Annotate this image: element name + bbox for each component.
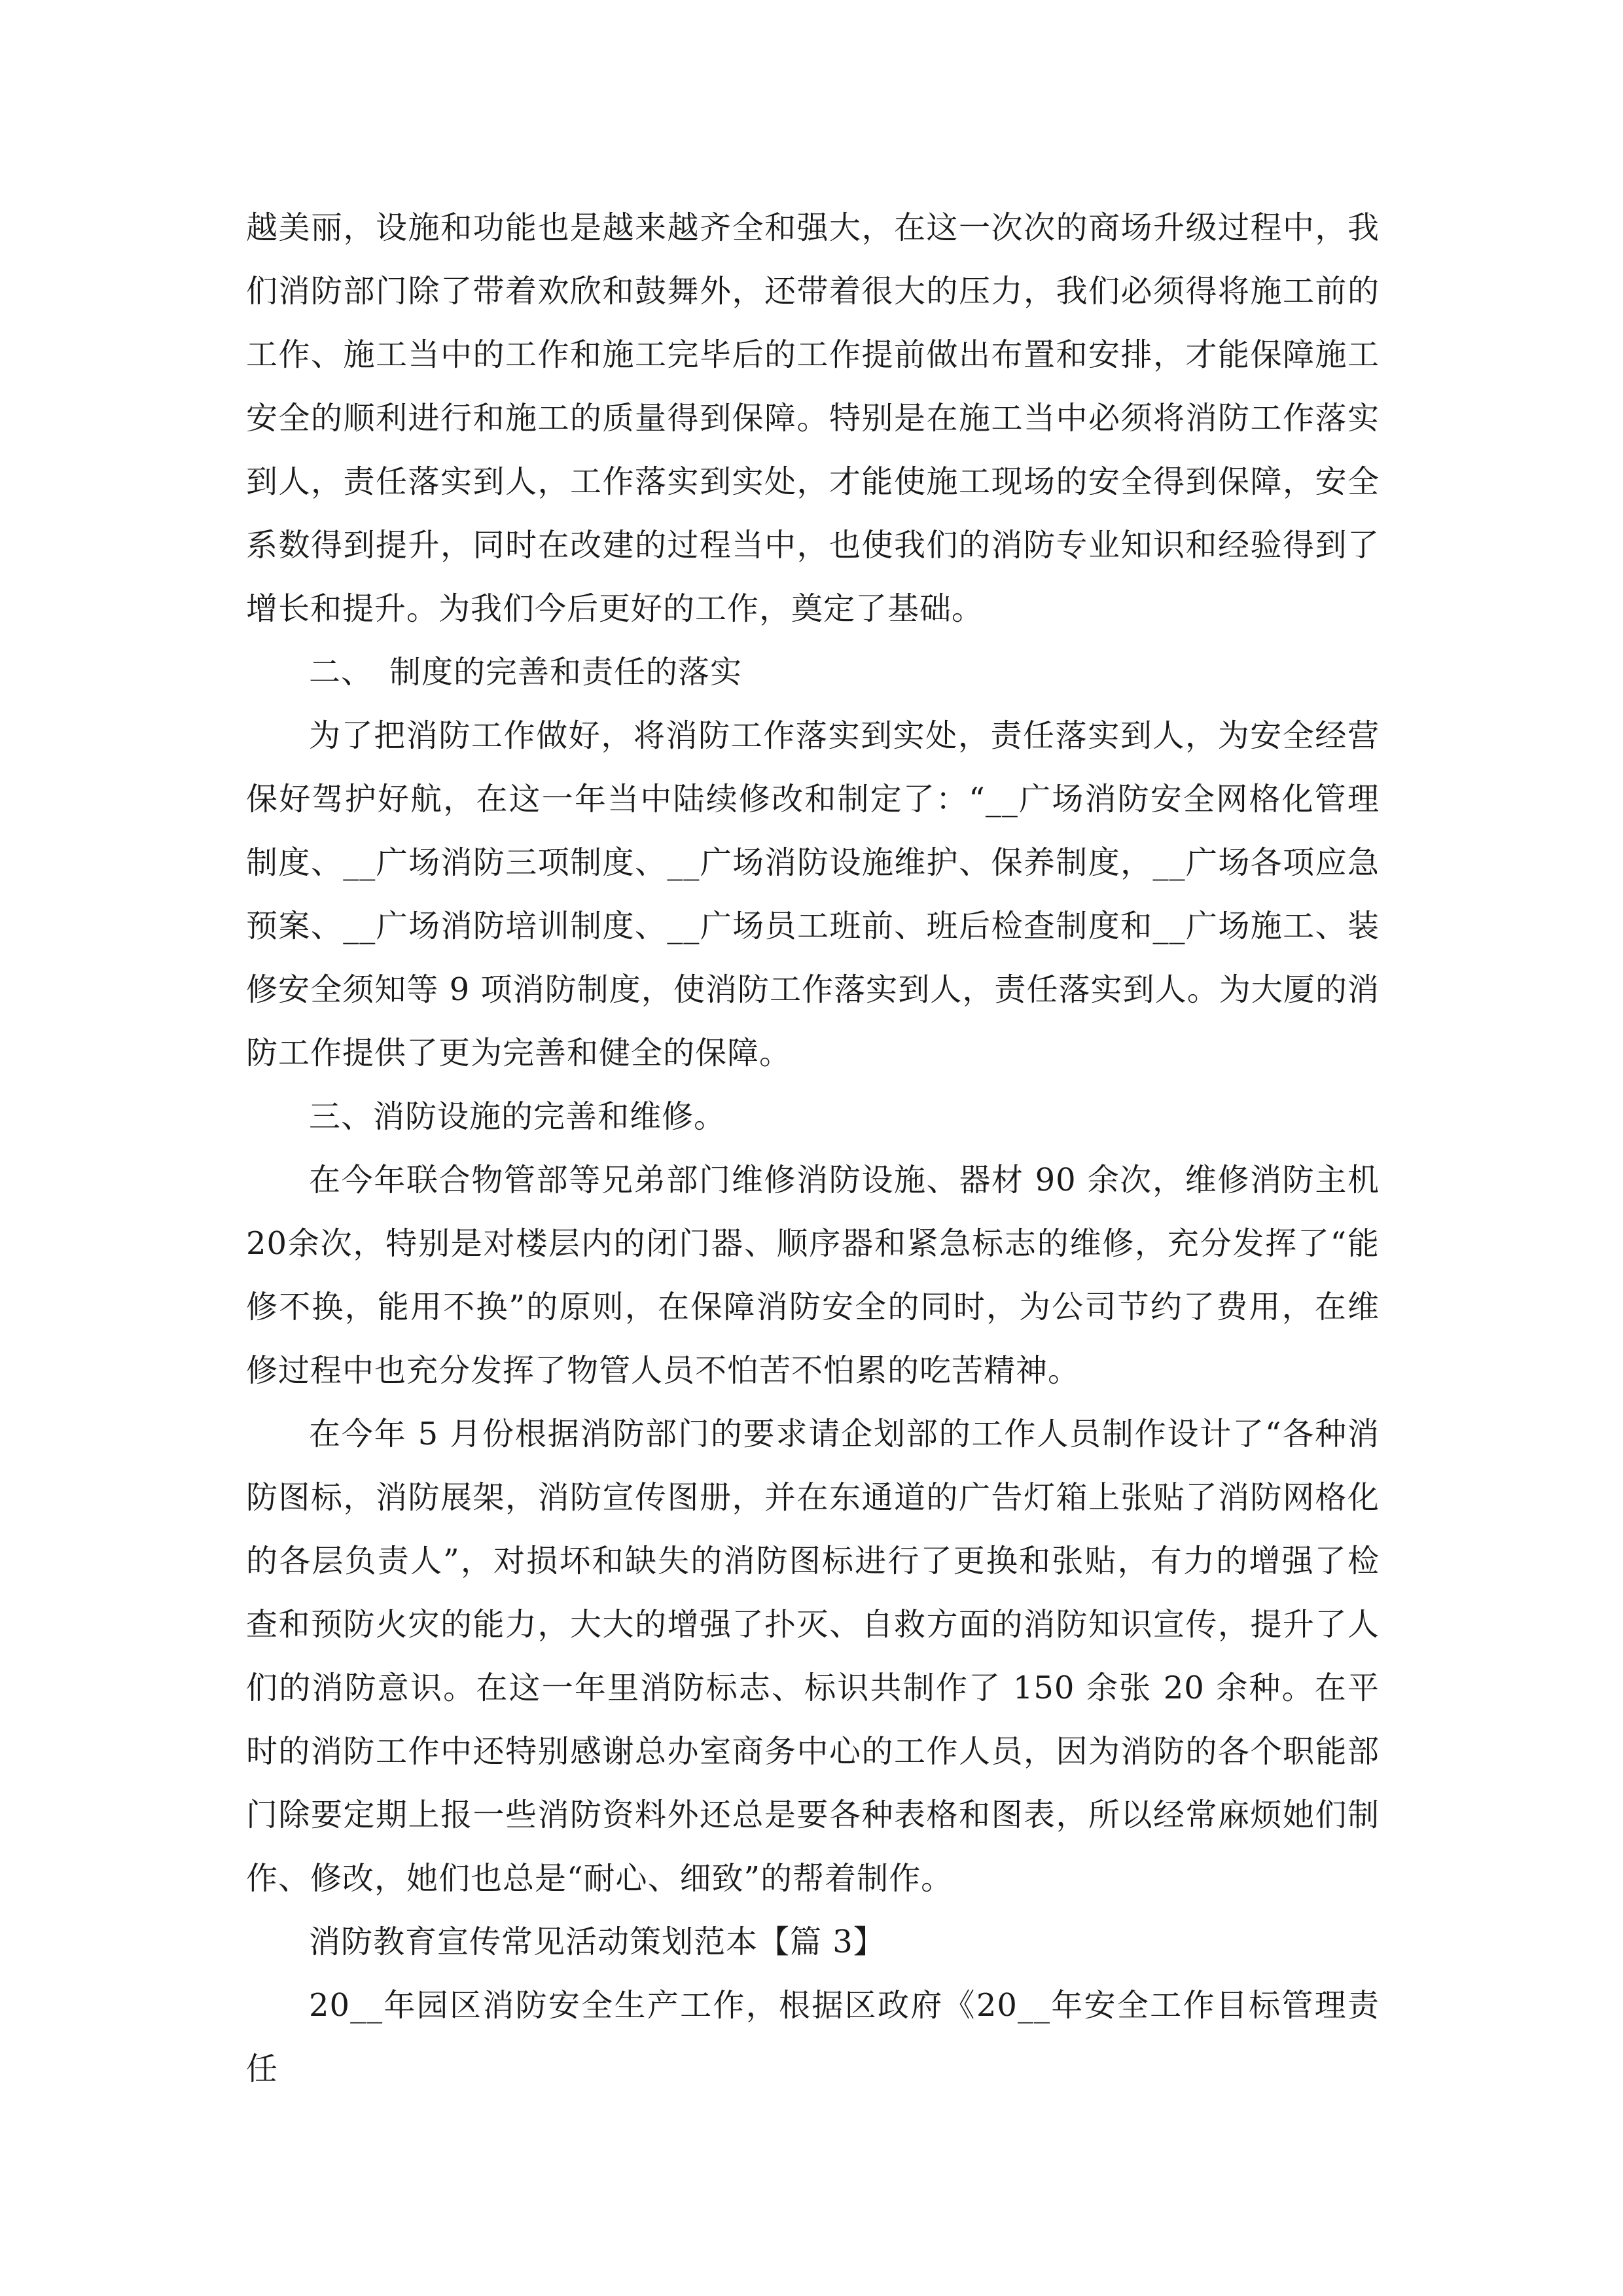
paragraph-signage-production: 在今年 5 月份根据消防部门的要求请企划部的工作人员制作设计了“各种消防图标，消防展架，消防宣传图册，并在东通道的广告灯箱上张贴了消防网格化的各层负责人”，对损坏和缺失的消防图标进行了更换和张贴，有力的增强了检查和预防火灾的能力，大大的增强了扑灭、自救方面的消防知识宣传，提升了人们的消防意识。在这一年里消防标志、标识共制作了 150 余张 20 余种。在平时的消防工作中还特别感谢总办室商务中心的工作人员，因为消防的各个职能部门除要定期上报一些消防资料外还总是要各种表格和图表，所以经常麻烦她们制作、修改，她们也总是“耐心、细致”的帮着制作。 (246, 1416, 1380, 1897)
paragraph-system-improvement: 为了把消防工作做好，将消防工作落实到实处，责任落实到人，为安全经营保好驾护好航，在这一年当中陆续修改和制定了：“__广场消防安全网格化管理制度、__广场消防三项制度、__广场消防设施维护、保养制度，__广场各项应急预案、__广场消防培训制度、__广场员工班前、班后检查制度和__广场施工、装修安全须知等 9 项消防制度，使消防工作落实到人，责任落实到人。为大厦的消防工作提供了更为完善和健全的保障。 (246, 717, 1380, 1071)
paragraph-facility-upgrade: 越美丽，设施和功能也是越来越齐全和强大，在这一次次的商场升级过程中，我们消防部门除了带着欢欣和鼓舞外，还带着很大的压力，我们必须得将施工前的工作、施工当中的工作和施工完毕后的工作提前做出布置和安排，才能保障施工安全的顺利进行和施工的质量得到保障。特别是在施工当中必须将消防工作落实到人，责任落实到人，工作落实到实处，才能使施工现场的安全得到保障，安全系数得到提升，同时在改建的过程当中，也使我们的消防专业知识和经验得到了增长和提升。为我们今后更好的工作，奠定了基础。 (246, 209, 1380, 627)
article-title-part-3: 消防教育宣传常见活动策划范本【篇 3】 (309, 1924, 885, 1960)
document-body (246, 196, 1380, 2101)
paragraph-park-safety-intro: 20__年园区消防安全生产工作，根据区政府《20__年安全工作目标管理责任 (246, 1987, 1380, 2087)
section-heading-two: 二、 制度的完善和责任的落实 (309, 654, 743, 691)
section-heading-three: 三、消防设施的完善和维修。 (309, 1098, 726, 1135)
paragraph-equipment-repair: 在今年联合物管部等兄弟部门维修消防设施、器材 90 余次，维修消防主机 20余次，特别是对楼层内的闭门器、顺序器和紧急标志的维修，充分发挥了“能修不换，能用不换”的原则，在保障消防安全的同时，为公司节约了费用，在维修过程中也充分发挥了物管人员不怕苦不怕累的吃苦精神。 (246, 1162, 1380, 1389)
